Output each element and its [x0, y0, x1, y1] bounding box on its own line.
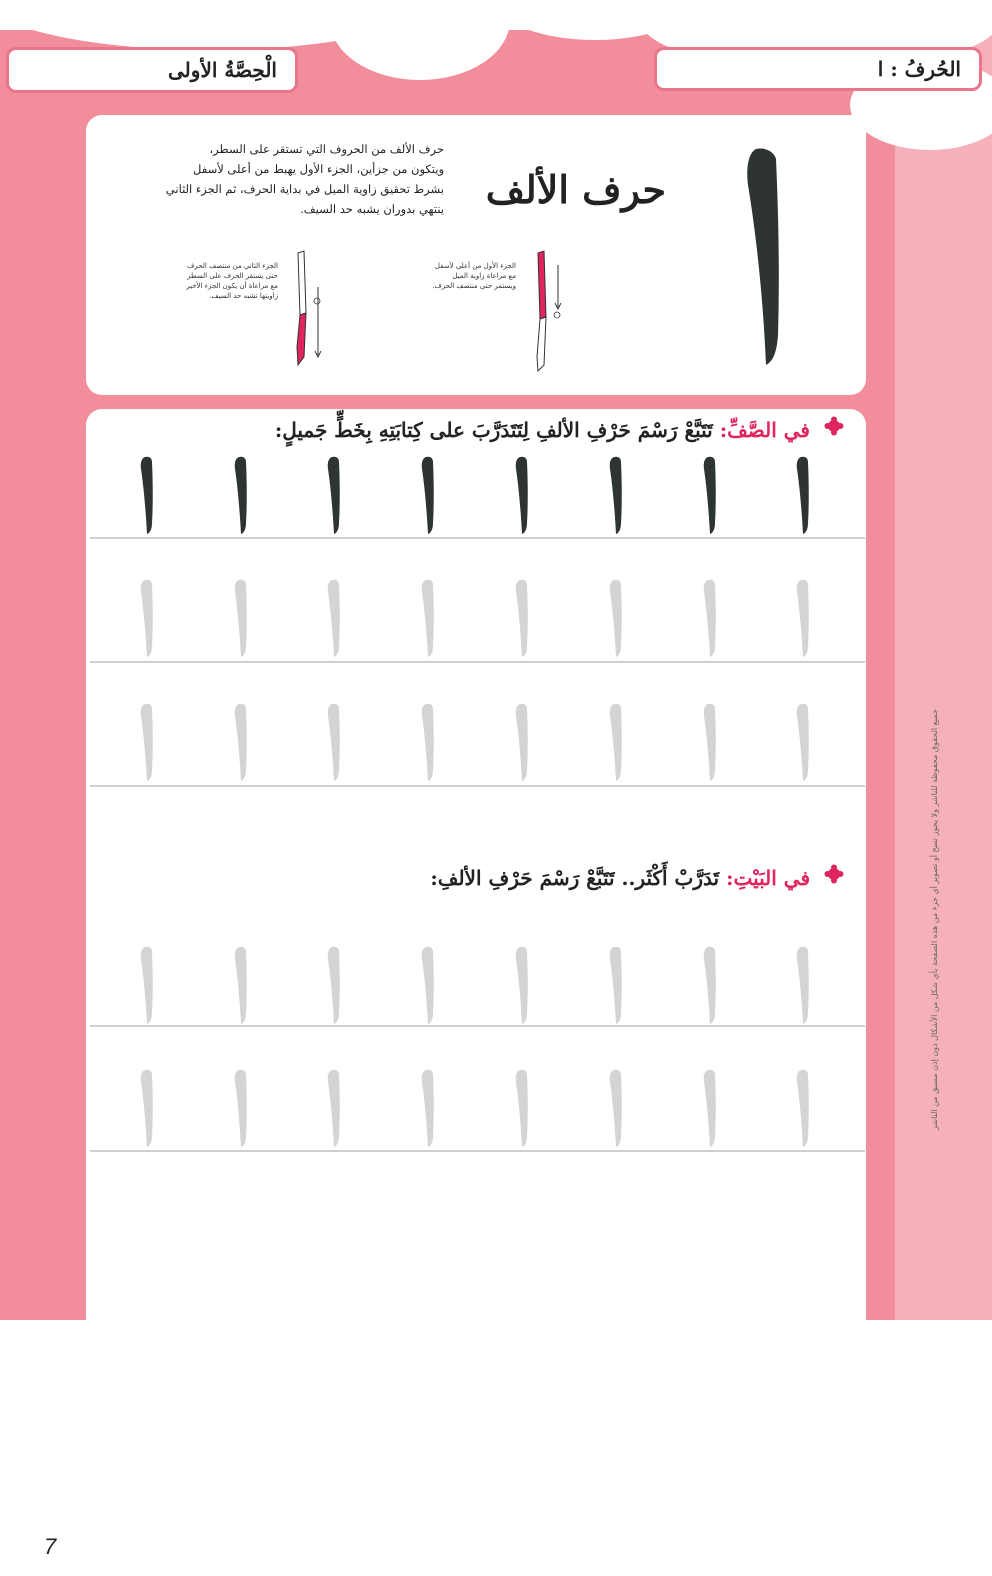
alef-trace[interactable]: [605, 702, 627, 822]
alef-trace[interactable]: [230, 578, 252, 698]
alef-trace[interactable]: [136, 578, 158, 698]
alef-trace[interactable]: [605, 578, 627, 698]
alef-model: [792, 455, 814, 575]
info-title: حرف الألف: [485, 167, 666, 212]
lesson-label: الْحِصَّةُ الأولى: [168, 58, 277, 82]
writing-line: [90, 537, 865, 539]
alef-trace[interactable]: [230, 1068, 252, 1188]
text-line: مع مراعاة أن يكون الجزء الأخير: [186, 282, 278, 290]
alef-trace[interactable]: [230, 702, 252, 822]
alef-trace[interactable]: [792, 702, 814, 822]
info-paragraph: [104, 139, 444, 219]
flower-bullet-icon: [824, 416, 844, 436]
lesson-tag: [6, 47, 298, 93]
home-instruction-text: تَدَرَّبْ أَكْثَر.. تَتَبَّعْ رَسْمَ حَرْفِ الألفِ:: [430, 866, 727, 890]
writing-line: [90, 1025, 865, 1027]
class-practice-row: [0, 455, 992, 575]
text-line: الجزء الأول من أعلى لأسفل: [434, 262, 516, 270]
class-practice-row: [0, 702, 992, 822]
alef-trace[interactable]: [417, 1068, 439, 1188]
alef-trace[interactable]: [136, 945, 158, 1065]
alef-trace[interactable]: [323, 945, 345, 1065]
alef-trace[interactable]: [230, 945, 252, 1065]
alef-model: [323, 455, 345, 575]
text-line: بشرط تحقيق زاوية الميل في بداية الحرف، ثم الجزء الثاني: [165, 182, 444, 196]
page-number: 7: [44, 1534, 57, 1559]
alef-trace[interactable]: [136, 1068, 158, 1188]
stroke-diagram-part-one: [522, 247, 562, 377]
alef-trace[interactable]: [699, 578, 721, 698]
text-line: زاويتها تشبه حد السيف.: [209, 292, 278, 300]
alef-trace[interactable]: [605, 1068, 627, 1188]
alef-trace[interactable]: [323, 1068, 345, 1188]
alef-trace[interactable]: [136, 702, 158, 822]
text-line: حرف الألف من الحروف التي تستقر على السطر،: [209, 142, 444, 156]
alef-trace[interactable]: [792, 945, 814, 1065]
class-instruction-lead: في الصَّفِّ:: [719, 418, 810, 442]
text-line: ينتهي بدوران يشبه حد السيف.: [300, 202, 444, 216]
alef-model: [511, 455, 533, 575]
text-line: ويستمر حتى منتصف الحرف.: [432, 282, 516, 290]
info-panel: [86, 115, 866, 395]
alef-trace[interactable]: [792, 578, 814, 698]
home-instruction: [430, 866, 810, 890]
alef-trace[interactable]: [323, 702, 345, 822]
class-instruction: [275, 418, 810, 442]
letter-tag: [654, 47, 982, 91]
letter-label: الحُرفُ : ا: [877, 57, 961, 81]
text-line: مع مراعاة زاوية الميل: [452, 272, 516, 280]
alef-model: [417, 455, 439, 575]
alef-trace[interactable]: [417, 702, 439, 822]
alef-trace[interactable]: [323, 578, 345, 698]
home-practice-row: [0, 945, 992, 1065]
alef-model: [699, 455, 721, 575]
caption-part-one: [406, 261, 516, 291]
alef-trace[interactable]: [792, 1068, 814, 1188]
alef-trace[interactable]: [511, 702, 533, 822]
copyright-note: جميع الحقوق محفوظة للناشر ولا يجوز نسخ أو تصوير أي جزء من هذه الصفحة بأي شكل من الأشكال دون إذن مسبق من الناشر: [930, 709, 939, 1130]
alef-trace[interactable]: [699, 1068, 721, 1188]
alef-trace[interactable]: [699, 945, 721, 1065]
alef-trace[interactable]: [511, 578, 533, 698]
text-line: الجزء الثاني من منتصف الحرف: [187, 262, 278, 270]
writing-line: [90, 785, 865, 787]
home-practice-row: [0, 1068, 992, 1188]
alef-trace[interactable]: [699, 702, 721, 822]
alef-trace[interactable]: [417, 578, 439, 698]
alef-trace[interactable]: [511, 945, 533, 1065]
big-alef-glyph: [736, 145, 788, 367]
caption-part-two: [168, 261, 278, 301]
alef-trace[interactable]: [417, 945, 439, 1065]
alef-model: [605, 455, 627, 575]
text-line: حتى يستقر الحرف على السطر: [187, 272, 278, 280]
text-line: ويتكون من جزأين، الجزء الأول يهبط من أعلى لأسفل: [193, 162, 444, 176]
flower-bullet-icon: [824, 864, 844, 884]
writing-line: [90, 661, 865, 663]
alef-model: [136, 455, 158, 575]
writing-line: [90, 1150, 865, 1152]
alef-trace[interactable]: [511, 1068, 533, 1188]
home-instruction-lead: في البَيْتِ:: [726, 866, 810, 890]
alef-trace[interactable]: [605, 945, 627, 1065]
class-instruction-text: تَتَبَّعْ رَسْمَ حَرْفِ الألفِ لِتَتَدَرَّبَ على كِتابَتِهِ بِخَطٍّ جَميلٍ:: [274, 418, 720, 442]
class-practice-row: [0, 578, 992, 698]
alef-model: [230, 455, 252, 575]
stroke-diagram-part-two: [282, 247, 322, 372]
